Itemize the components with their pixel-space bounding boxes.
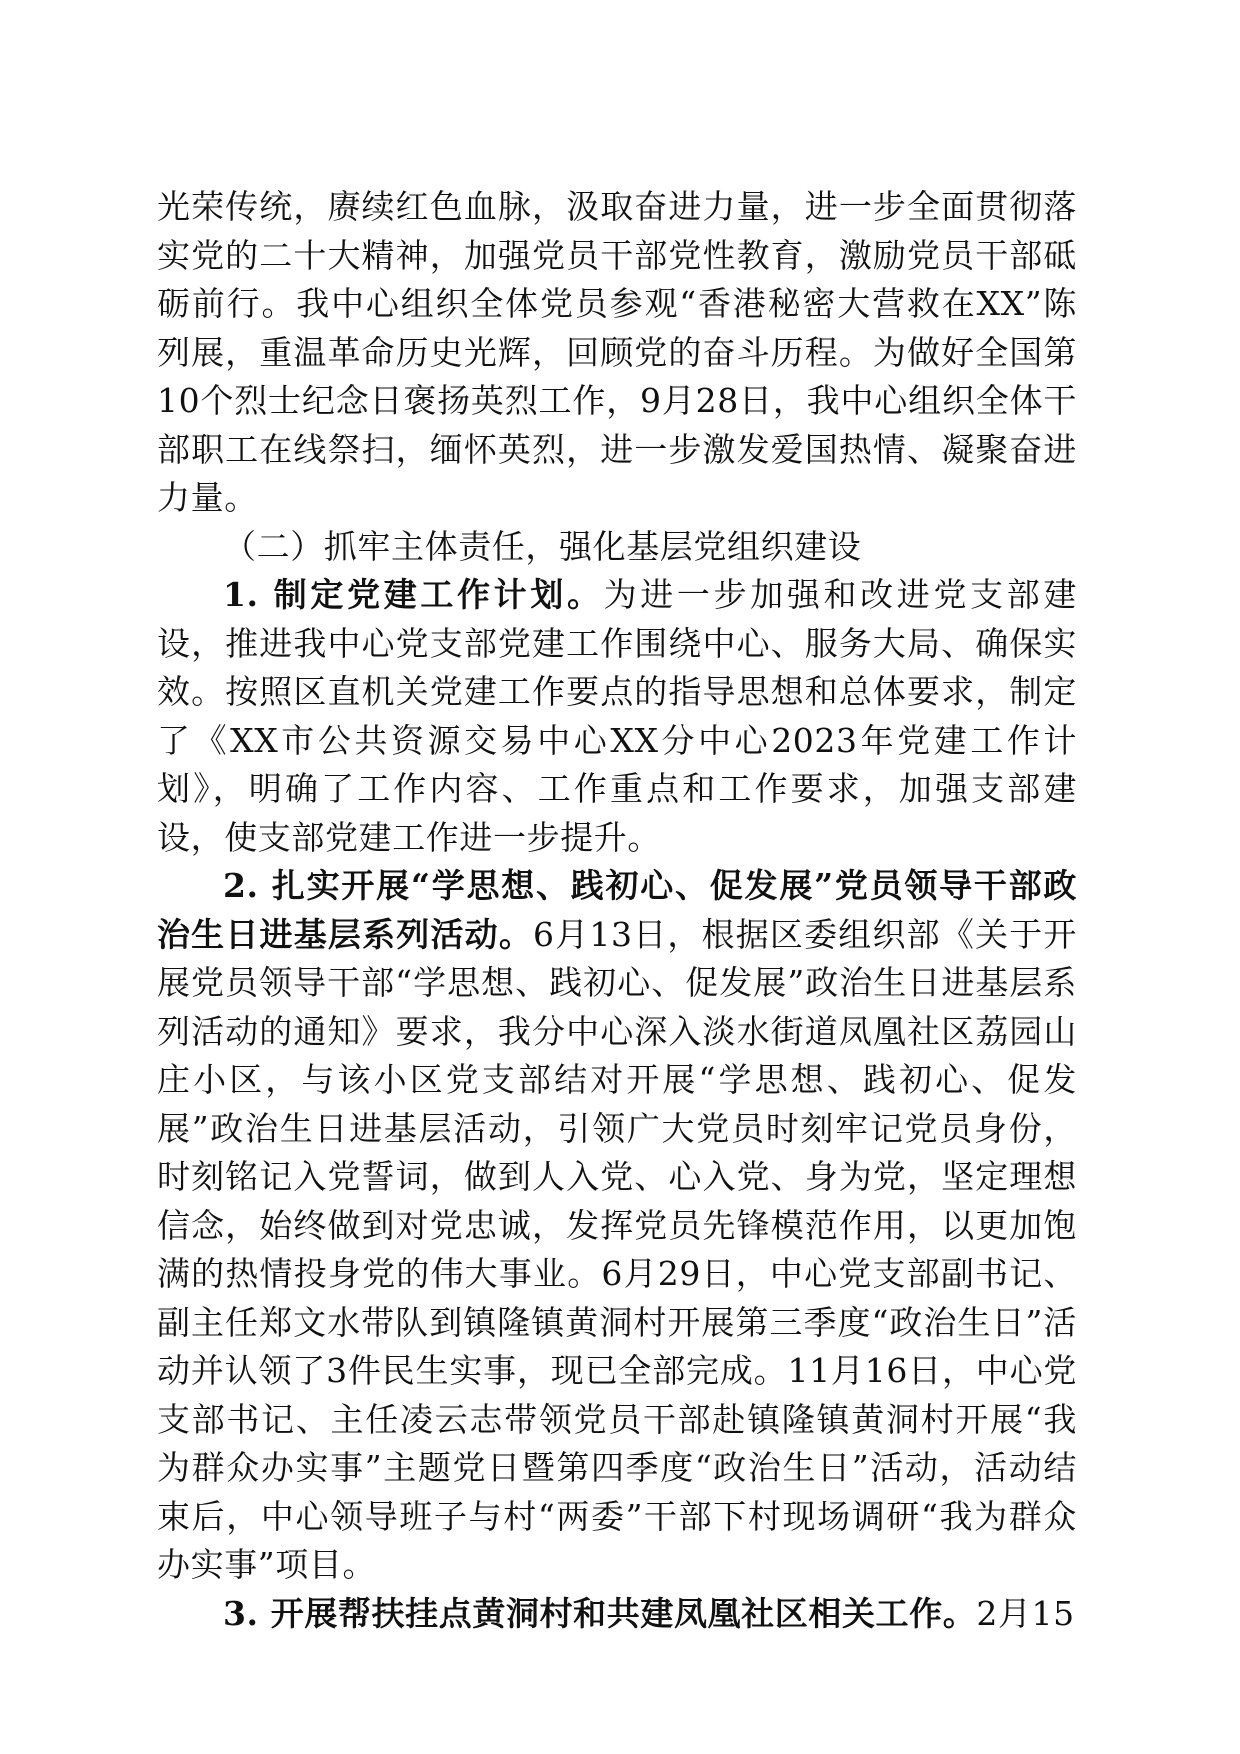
section-heading-2: （二）抓牢主体责任，强化基层党组织建设	[223, 526, 862, 566]
document-body	[157, 183, 1077, 1638]
item-2-text: 6月13日，根据区委组织部《关于开展党员领导干部“学思想、践初心、促发展”政治生日进基层系列活动的通知》要求，我分中心深入淡水街道凤凰社区荔园山庄小区，与该小区党支部结对开展“学思想、践初心、促发展”政治生日进基层活动，引领广大党员时刻牢记党员身份，时刻铭记入党誓词，做到人入党、心入党、身为党，坚定理想信念，始终做到对党忠诚，发挥党员先锋模范作用，以更加饱满的热情投身党的伟大事业。6月29日，中心党支部副书记、副主任郑文水带队到镇隆镇黄洞村开展第三季度“政治生日”活动并认领了3件民生实事，现已全部完成。11月16日，中心党支部书记、主任凌云志带领党员干部赴镇隆镇黄洞村开展“我为群众办实事”主题党日暨第四季度“政治生日”活动，活动结束后，中心领导班子与村“两委”干部下村现场调研“我为群众办实事”项目。	[157, 914, 1078, 1584]
item-3-text: 2月15	[976, 1593, 1075, 1633]
item-1-text: 为进一步加强和改进党支部建设，推进我中心党支部党建工作围绕中心、服务大局、确保实效。按照区直机关党建工作要点的指导思想和总体要求，制定了《XX市公共资源交易中心XX分中心2023年党建工作计划》，明确了工作内容、工作重点和工作要求，加强支部建设，使支部党建工作进一步提升。	[157, 575, 1077, 857]
paragraph-item-2	[157, 862, 1077, 1590]
item-1-title: 1. 制定党建工作计划。	[223, 575, 604, 614]
paragraph-heritage: 光荣传统，赓续红色血脉，汲取奋进力量，进一步全面贯彻落实党的二十大精神，加强党员干部党性教育，激励党员干部砥砺前行。我中心组织全体党员参观“香港秘密大营救在XX”陈列展，重温革命历史光辉，回顾党的奋斗历程。为做好全国第10个烈士纪念日褒扬英烈工作，9月28日，我中心组织全体干部职工在线祭扫，缅怀英烈，进一步激发爱国热情、凝聚奋进力量。	[157, 187, 1077, 517]
paragraph-item-1	[157, 571, 1077, 862]
item-3-title: 3. 开展帮扶挂点黄洞村和共建凤凰社区相关工作。	[223, 1593, 977, 1633]
paragraph-item-3	[157, 1590, 1077, 1639]
item-2-title: 2. 扎实开展“学思想、践初心、促发展”党员领导干部政治生日进基层系列活动。	[157, 866, 1077, 954]
